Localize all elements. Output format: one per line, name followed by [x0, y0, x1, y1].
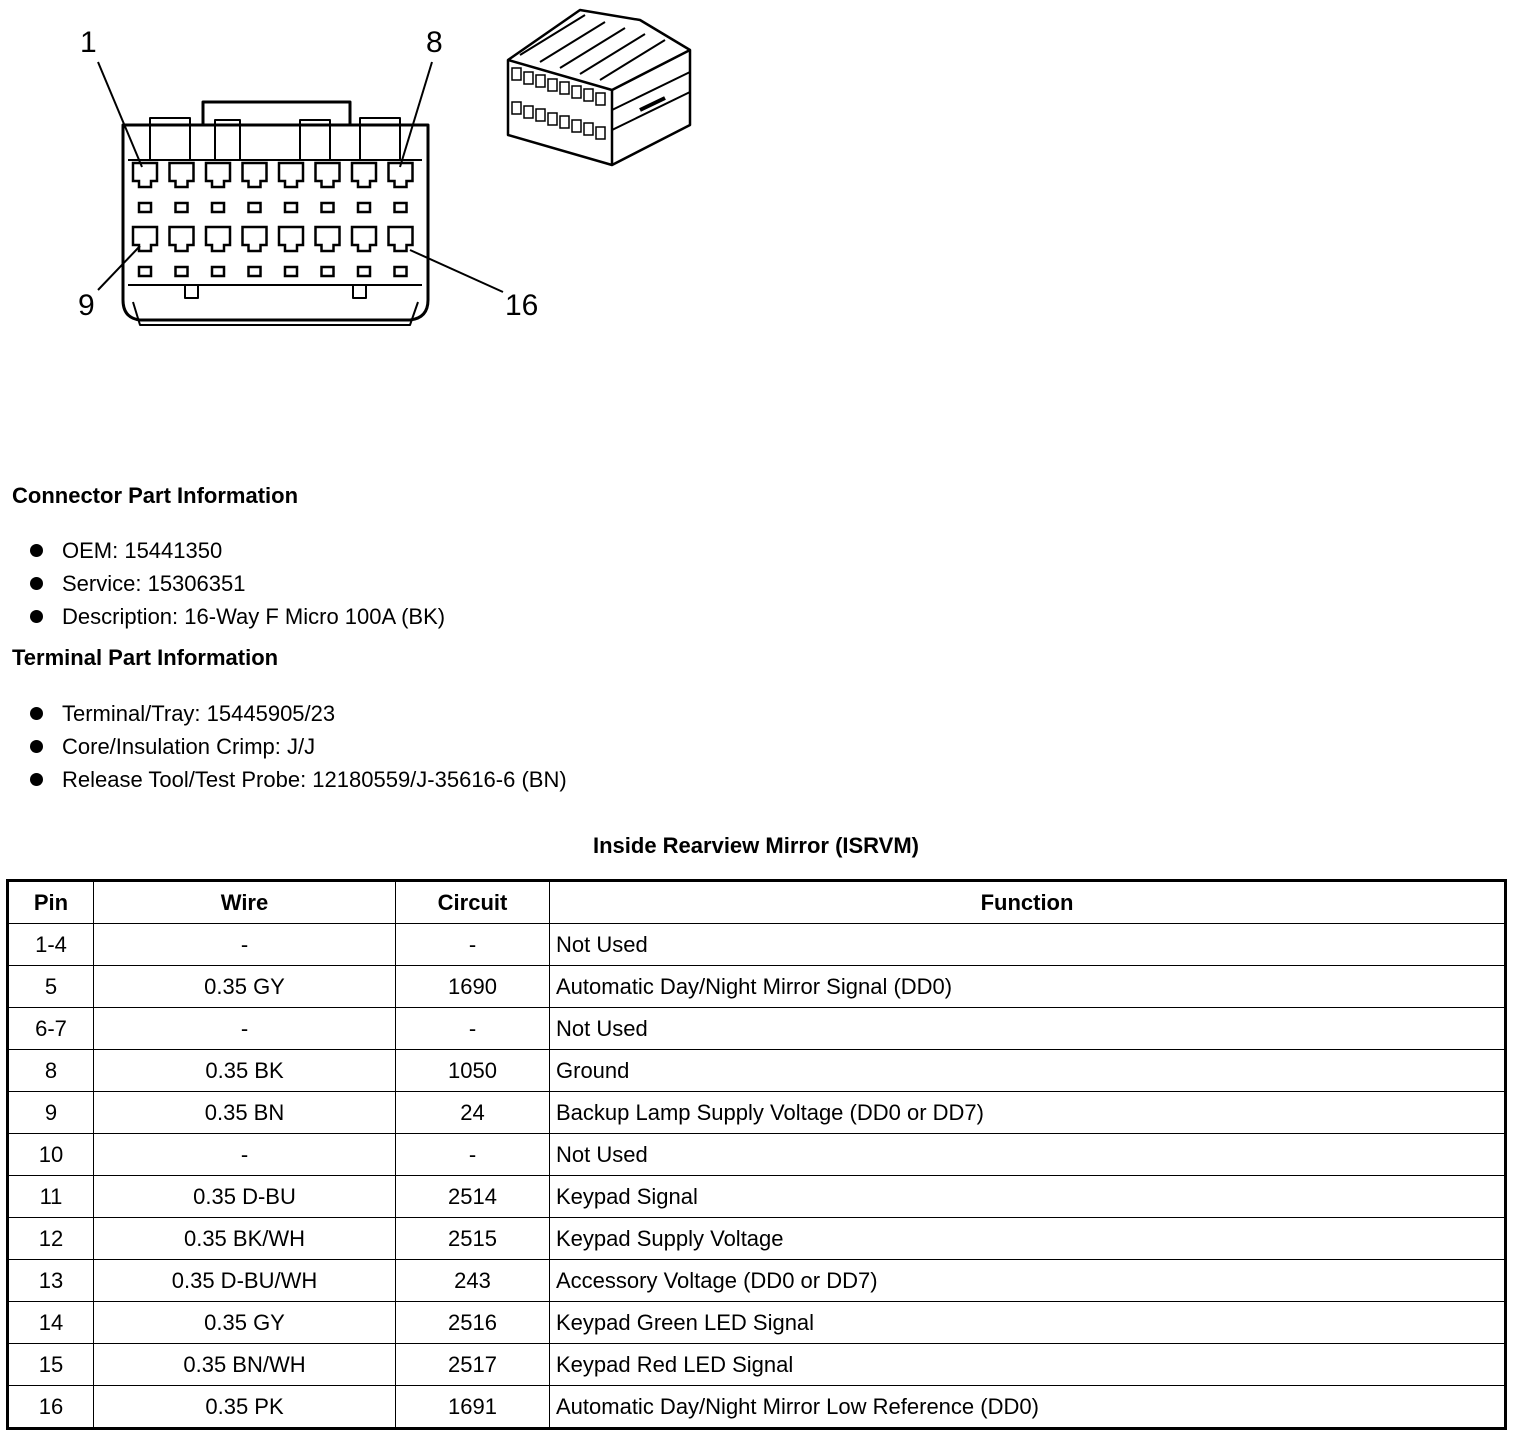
cell-function: Keypad Supply Voltage — [550, 1218, 1506, 1260]
pin-slot — [139, 203, 151, 212]
pin-cavity — [243, 227, 267, 251]
table-body — [8, 924, 1506, 1429]
list-item: Description: 16-Way F Micro 100A (BK) — [30, 600, 445, 633]
cell-function: Keypad Green LED Signal — [550, 1302, 1506, 1344]
pin-cavity — [133, 227, 157, 251]
pin-slot — [176, 267, 188, 276]
list-item: Service: 15306351 — [30, 567, 445, 600]
cell-circuit: 24 — [396, 1092, 550, 1134]
pin-slot — [322, 267, 334, 276]
pin-cavity — [352, 227, 376, 251]
cell-pin: 15 — [8, 1344, 94, 1386]
pinout-table — [6, 879, 1507, 1430]
cell-wire: 0.35 BK — [94, 1050, 396, 1092]
pin-slot — [139, 267, 151, 276]
table-row — [8, 1176, 1506, 1218]
cell-pin: 6-7 — [8, 1008, 94, 1050]
pin-cavities — [133, 163, 413, 276]
pin-slot — [395, 203, 407, 212]
isometric-cavities — [512, 68, 605, 139]
pin-slot — [395, 267, 407, 276]
table-row — [8, 1386, 1506, 1429]
pin-slot — [358, 267, 370, 276]
cell-function: Automatic Day/Night Mirror Signal (DD0) — [550, 966, 1506, 1008]
header-function: Function — [550, 881, 1506, 924]
cell-circuit: 1690 — [396, 966, 550, 1008]
connector-face-outline — [123, 125, 428, 320]
pin-cavity — [279, 227, 303, 251]
cell-wire: - — [94, 1134, 396, 1176]
cell-wire: - — [94, 924, 396, 966]
pin-cavity — [206, 163, 230, 187]
pin-cavity — [279, 163, 303, 187]
pin-cavity — [243, 163, 267, 187]
cell-wire: 0.35 GY — [94, 966, 396, 1008]
terminal-info-list — [30, 697, 567, 796]
cell-wire: - — [94, 1008, 396, 1050]
cell-circuit: 1050 — [396, 1050, 550, 1092]
connector-info-heading: Connector Part Information — [12, 483, 299, 508]
table-row — [8, 1302, 1506, 1344]
cell-pin: 14 — [8, 1302, 94, 1344]
table-row — [8, 1344, 1506, 1386]
cell-circuit: 243 — [396, 1260, 550, 1302]
pin-label-8: 8 — [426, 26, 443, 59]
cell-pin: 8 — [8, 1050, 94, 1092]
cell-pin: 1-4 — [8, 924, 94, 966]
pin-cavity — [389, 227, 413, 251]
list-item: Core/Insulation Crimp: J/J — [30, 730, 567, 763]
pin-slot — [176, 203, 188, 212]
pin-label-9: 9 — [78, 289, 95, 322]
cell-circuit: - — [396, 1134, 550, 1176]
bullet-icon — [30, 577, 43, 590]
cell-circuit: - — [396, 924, 550, 966]
cell-function: Not Used — [550, 1134, 1506, 1176]
pin-cavity — [206, 227, 230, 251]
cell-wire: 0.35 D-BU/WH — [94, 1260, 396, 1302]
pin-slot — [249, 203, 261, 212]
table-header-row — [8, 881, 1506, 924]
pin-cavity — [133, 163, 157, 187]
table-row — [8, 1134, 1506, 1176]
cell-function: Accessory Voltage (DD0 or DD7) — [550, 1260, 1506, 1302]
cell-wire: 0.35 GY — [94, 1302, 396, 1344]
cell-circuit: 2514 — [396, 1176, 550, 1218]
cell-function: Keypad Signal — [550, 1176, 1506, 1218]
cell-pin: 9 — [8, 1092, 94, 1134]
table-row — [8, 966, 1506, 1008]
cell-pin: 10 — [8, 1134, 94, 1176]
cell-circuit: 2516 — [396, 1302, 550, 1344]
connector-info-list — [30, 534, 445, 633]
table-title: Inside Rearview Mirror (ISRVM) — [592, 833, 919, 858]
cell-wire: 0.35 BN/WH — [94, 1344, 396, 1386]
pin-cavity — [316, 227, 340, 251]
table-row — [8, 1050, 1506, 1092]
cell-pin: 12 — [8, 1218, 94, 1260]
cell-wire: 0.35 BN — [94, 1092, 396, 1134]
cell-function: Ground — [550, 1050, 1506, 1092]
pin-label-16: 16 — [505, 289, 539, 322]
cell-wire: 0.35 PK — [94, 1386, 396, 1429]
bullet-icon — [30, 707, 43, 720]
table-row — [8, 1260, 1506, 1302]
header-wire: Wire — [94, 881, 396, 924]
pin-slot — [285, 267, 297, 276]
table-row — [8, 1218, 1506, 1260]
bullet-icon — [30, 610, 43, 623]
cell-circuit: 1691 — [396, 1386, 550, 1429]
cell-pin: 11 — [8, 1176, 94, 1218]
cell-wire: 0.35 BK/WH — [94, 1218, 396, 1260]
list-item: Release Tool/Test Probe: 12180559/J-35616-6 (BN) — [30, 763, 567, 796]
pin-cavity — [316, 163, 340, 187]
pin-slot — [249, 267, 261, 276]
cell-circuit: - — [396, 1008, 550, 1050]
bullet-icon — [30, 740, 43, 753]
cell-function: Not Used — [550, 1008, 1506, 1050]
table-row — [8, 1008, 1506, 1050]
pin-label-1: 1 — [80, 26, 97, 59]
pin-cavity — [170, 227, 194, 251]
pin-cavity — [170, 163, 194, 187]
table-row — [8, 924, 1506, 966]
pin-slot — [358, 203, 370, 212]
cell-function: Backup Lamp Supply Voltage (DD0 or DD7) — [550, 1092, 1506, 1134]
cell-pin: 16 — [8, 1386, 94, 1429]
list-item: OEM: 15441350 — [30, 534, 445, 567]
pin-slot — [212, 203, 224, 212]
pin-slot — [212, 267, 224, 276]
pin-slot — [322, 203, 334, 212]
connector-latch — [203, 102, 350, 125]
cell-function: Keypad Red LED Signal — [550, 1344, 1506, 1386]
connector-diagram — [0, 0, 1520, 360]
cell-circuit: 2517 — [396, 1344, 550, 1386]
pin-slot — [285, 203, 297, 212]
header-circuit: Circuit — [396, 881, 550, 924]
table-row — [8, 1092, 1506, 1134]
cell-function: Automatic Day/Night Mirror Low Reference (DD0) — [550, 1386, 1506, 1429]
cell-pin: 13 — [8, 1260, 94, 1302]
list-item: Terminal/Tray: 15445905/23 — [30, 697, 567, 730]
cell-circuit: 2515 — [396, 1218, 550, 1260]
cell-wire: 0.35 D-BU — [94, 1176, 396, 1218]
bullet-icon — [30, 544, 43, 557]
terminal-info-heading: Terminal Part Information — [12, 645, 279, 670]
cell-pin: 5 — [8, 966, 94, 1008]
bullet-icon — [30, 773, 43, 786]
header-pin: Pin — [8, 881, 94, 924]
cell-function: Not Used — [550, 924, 1506, 966]
pin-cavity — [352, 163, 376, 187]
